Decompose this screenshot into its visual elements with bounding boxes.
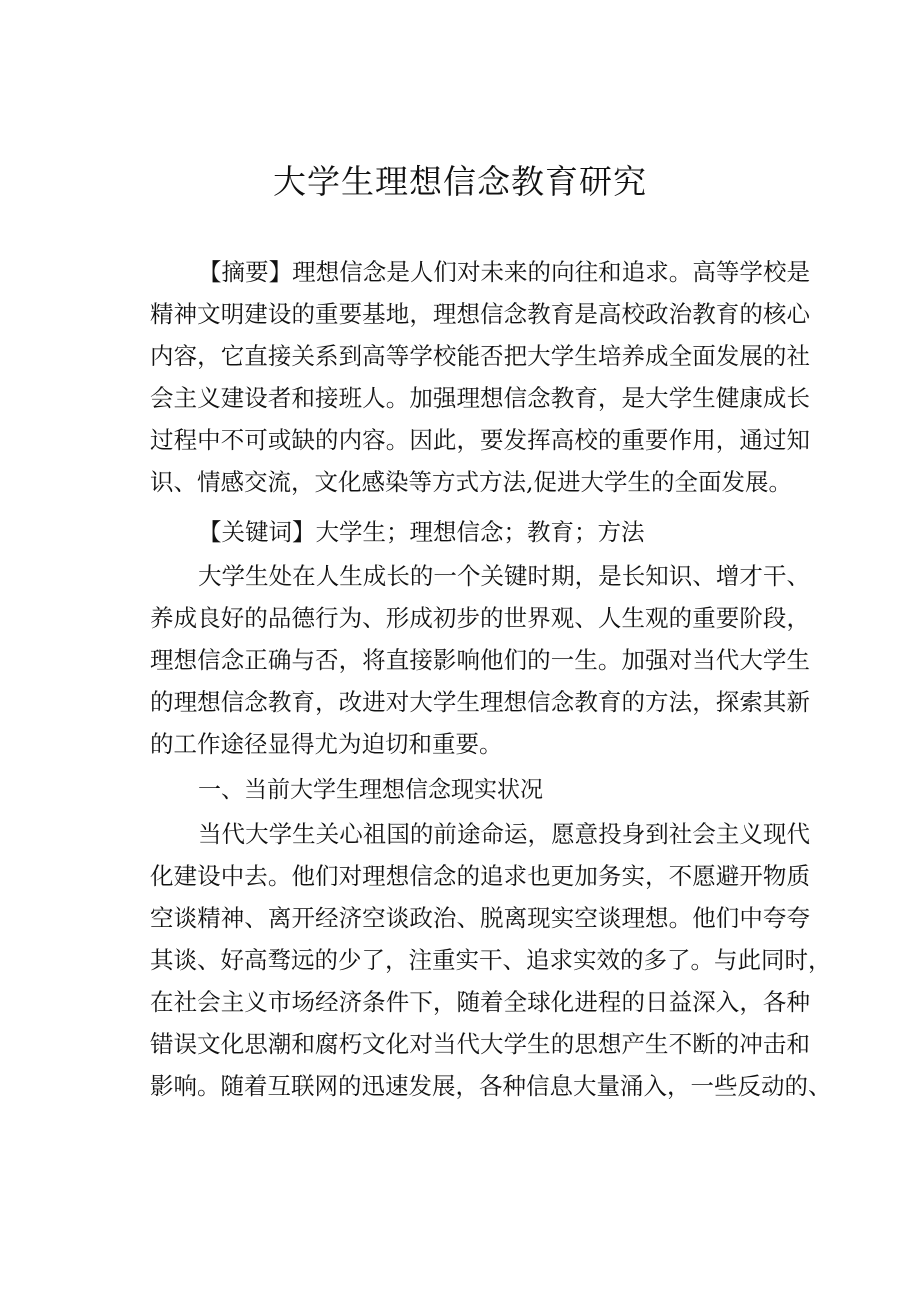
abstract-line: 内容，它直接关系到高等学校能否把大学生培养成全面发展的社	[150, 342, 810, 370]
intro-line: 的理想信念教育，改进对大学生理想信念教育的方法，探索其新	[150, 688, 810, 716]
section-body-line: 当代大学生关心祖国的前途命运，愿意投身到社会主义现代	[198, 820, 810, 848]
abstract-line: 精神文明建设的重要基地，理想信念教育是高校政治教育的核心	[150, 300, 810, 328]
document-title: 大学生理想信念教育研究	[273, 162, 647, 201]
keywords-line: 【关键词】大学生；理想信念；教育；方法	[198, 518, 645, 546]
section-body-line: 空谈精神、离开经济空谈政治、脱离现实空谈理想。他们中夸夸	[150, 904, 810, 932]
section-heading: 一、当前大学生理想信念现实状况	[198, 777, 543, 803]
intro-line: 大学生处在人生成长的一个关键时期，是长知识、增才干、	[198, 562, 810, 590]
section-body-line: 其谈、好高骛远的少了，注重实干、追求实效的多了。与此同时，	[150, 946, 832, 974]
intro-line: 的工作途径显得尤为迫切和重要。	[150, 730, 503, 758]
section-body-line: 错误文化思潮和腐朽文化对当代大学生的思想产生不断的冲击和	[150, 1030, 810, 1058]
intro-line: 理想信念正确与否，将直接影响他们的一生。加强对当代大学生	[150, 646, 810, 674]
section-body-line: 影响。随着互联网的迅速发展，各种信息大量涌入，一些反动的、	[150, 1072, 832, 1100]
abstract-line: 识、情感交流，文化感染等方式方法,促进大学生的全面发展。	[150, 468, 792, 496]
section-body-line: 化建设中去。他们对理想信念的追求也更加务实，不愿避开物质	[150, 862, 810, 890]
abstract-line: 【摘要】理想信念是人们对未来的向往和追求。高等学校是	[198, 258, 810, 286]
section-body-line: 在社会主义市场经济条件下，随着全球化进程的日益深入，各种	[150, 988, 810, 1016]
intro-line: 养成良好的品德行为、形成初步的世界观、人生观的重要阶段，	[150, 604, 810, 632]
abstract-line: 过程中不可或缺的内容。因此，要发挥高校的重要作用，通过知	[150, 426, 810, 454]
abstract-line: 会主义建设者和接班人。加强理想信念教育，是大学生健康成长	[150, 384, 810, 412]
